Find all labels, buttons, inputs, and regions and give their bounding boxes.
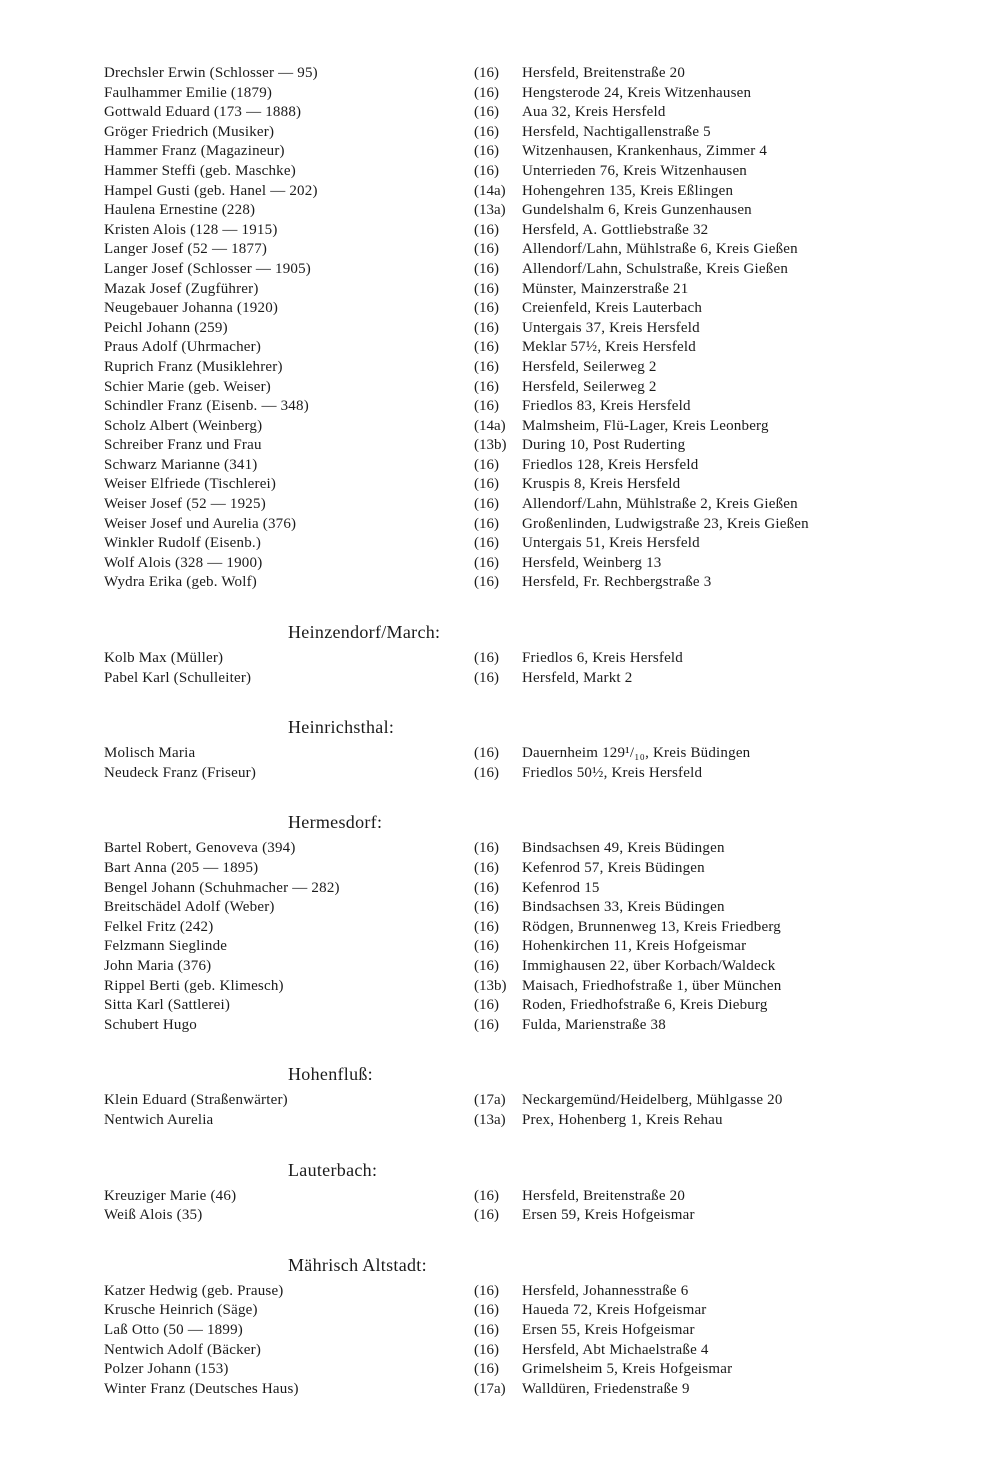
address: Hersfeld, Markt 2 [522, 669, 633, 686]
address: Friedlos 83, Kreis Hersfeld [522, 398, 691, 415]
address: Creienfeld, Kreis Lauterbach [522, 300, 703, 317]
list-item [104, 240, 884, 260]
address: Aua 32, Kreis Hersfeld [522, 104, 666, 121]
address: Hersfeld, Weinberg 13 [522, 554, 662, 571]
postal-zone-code: (13b) [474, 977, 507, 994]
list-item [104, 221, 884, 241]
postal-zone-code: (16) [474, 339, 499, 356]
list-item [104, 839, 884, 859]
person-name: Felzmann Sieglinde [104, 938, 228, 955]
section-heading: Heinzendorf/March: [288, 622, 441, 643]
postal-zone-code: (13a) [474, 1111, 506, 1128]
list-item [104, 649, 884, 669]
person-name: Pabel Karl (Schulleiter) [104, 669, 252, 686]
person-name: Breitschädel Adolf (Weber) [104, 899, 275, 916]
person-name: Neugebauer Johanna (1920) [104, 300, 279, 317]
person-name: Bart Anna (205 — 1895) [104, 860, 259, 876]
postal-zone-code: (16) [474, 918, 499, 935]
person-name: Haulena Ernestine (228) [104, 202, 256, 219]
list-item [104, 554, 884, 574]
person-name: Schubert Hugo [104, 1016, 198, 1033]
postal-zone-code: (16) [474, 669, 499, 686]
postal-zone-code: (16) [474, 574, 499, 591]
section [104, 1252, 884, 1400]
section [104, 714, 884, 783]
section-heading: Hermesdorf: [288, 812, 383, 833]
postal-zone-code: (16) [474, 84, 499, 101]
list-item [104, 879, 884, 899]
postal-zone-code: (16) [474, 104, 499, 121]
list-item [104, 996, 884, 1016]
postal-zone-code: (16) [474, 1341, 499, 1358]
list-item [104, 1282, 884, 1302]
postal-zone-code: (16) [474, 1361, 499, 1378]
postal-zone-code: (16) [474, 143, 499, 160]
address: Hersfeld, Breitenstraße 20 [522, 1187, 686, 1204]
address: Hersfeld, Seilerweg 2 [522, 378, 657, 395]
person-name: Weiser Elfriede (Tischlerei) [104, 476, 277, 493]
section-heading: Hohenfluß: [288, 1064, 373, 1085]
person-name: Felkel Fritz (242) [104, 918, 214, 935]
list-item [104, 898, 884, 918]
postal-zone-code: (16) [474, 221, 499, 238]
list-item [104, 937, 884, 957]
person-name: John Maria (376) [104, 957, 212, 974]
person-name: Ruprich Franz (Musiklehrer) [104, 358, 283, 375]
list-item [104, 64, 884, 84]
list-item [104, 142, 884, 162]
section-heading: Mährisch Altstadt: [288, 1254, 427, 1275]
person-name: Kolb Max (Müller) [104, 650, 224, 667]
list-item [104, 260, 884, 280]
list-item [104, 299, 884, 319]
postal-zone-code: (13b) [474, 437, 507, 454]
postal-zone-code: (13a) [474, 202, 506, 219]
postal-zone-code: (16) [474, 997, 499, 1014]
postal-zone-code: (16) [474, 840, 499, 857]
person-name: Weiß Alois (35) [104, 1207, 203, 1224]
person-name: Winter Franz (Deutsches Haus) [104, 1380, 299, 1397]
person-name: Klein Eduard (Straßenwärter) [104, 1092, 288, 1109]
person-name: Kreuziger Marie (46) [104, 1187, 237, 1204]
person-name: Sitta Karl (Sattlerei) [104, 997, 231, 1014]
address: Friedlos 50½, Kreis Hersfeld [522, 764, 703, 781]
postal-zone-code: (16) [474, 535, 499, 552]
person-name: Bengel Johann (Schuhmacher — 282) [104, 879, 340, 896]
address: Hohenkirchen 11, Kreis Hofgeismar [522, 938, 747, 955]
list-item [104, 103, 884, 123]
person-name: Gottwald Eduard (173 — 1888) [104, 104, 302, 121]
list-item [104, 1111, 884, 1131]
postal-zone-code: (14a) [474, 182, 506, 199]
person-name: Gröger Friedrich (Musiker) [104, 123, 275, 140]
address: Fulda, Marienstraße 38 [522, 1016, 666, 1033]
list-item [104, 764, 884, 784]
address: Allendorf/Lahn, Mühlstraße 6, Kreis Gießen [522, 241, 798, 258]
list-item [104, 436, 884, 456]
list-item [104, 957, 884, 977]
address: Haueda 72, Kreis Hofgeismar [522, 1302, 707, 1319]
address: Hersfeld, Breitenstraße 20 [522, 65, 686, 81]
address: Kruspis 8, Kreis Hersfeld [522, 476, 681, 493]
section [104, 1061, 884, 1130]
address: Großenlinden, Ludwigstraße 23, Kreis Gießen [522, 515, 809, 532]
list-item [104, 280, 884, 300]
address: Kefenrod 15 [522, 879, 600, 896]
list-item [104, 669, 884, 689]
section-heading: Heinrichsthal: [288, 717, 395, 738]
address: Kefenrod 57, Kreis Büdingen [522, 860, 705, 876]
list-item [104, 1380, 884, 1400]
list-item [104, 397, 884, 417]
person-name: Wolf Alois (328 — 1900) [104, 554, 263, 571]
person-name: Scholz Albert (Weinberg) [104, 417, 263, 434]
person-name: Winkler Rudolf (Eisenb.) [104, 535, 262, 552]
list-item [104, 319, 884, 339]
person-name: Hammer Franz (Magazineur) [104, 143, 285, 160]
address: Neckargemünd/Heidelberg, Mühlgasse 20 [522, 1092, 783, 1109]
list-item [104, 1301, 884, 1321]
postal-zone-code: (16) [474, 957, 499, 974]
address: Prex, Hohenberg 1, Kreis Rehau [522, 1111, 723, 1128]
list-item [104, 918, 884, 938]
postal-zone-code: (16) [474, 280, 499, 297]
person-name: Peichl Johann (259) [104, 319, 228, 336]
person-name: Hampel Gusti (geb. Hanel — 202) [104, 182, 318, 199]
address: Immighausen 22, über Korbach/Waldeck [522, 957, 776, 974]
address: Ersen 59, Kreis Hofgeismar [522, 1207, 695, 1224]
address-list [104, 64, 884, 1399]
list-item [104, 162, 884, 182]
postal-zone-code: (16) [474, 456, 499, 473]
list-item [104, 515, 884, 535]
list-item [104, 573, 884, 593]
person-name: Schier Marie (geb. Weiser) [104, 378, 271, 395]
list-item [104, 123, 884, 143]
postal-zone-code: (16) [474, 378, 499, 395]
person-name: Neudeck Franz (Friseur) [104, 764, 257, 781]
postal-zone-code: (16) [474, 899, 499, 916]
address: Witzenhausen, Krankenhaus, Zimmer 4 [522, 143, 768, 160]
person-name: Schwarz Marianne (341) [104, 456, 258, 473]
address: Hersfeld, Nachtigallenstraße 5 [522, 123, 711, 140]
list-item [104, 495, 884, 515]
section [104, 809, 884, 1035]
person-name: Molisch Maria [104, 745, 196, 762]
postal-zone-code: (16) [474, 65, 499, 81]
address: Hersfeld, Abt Michaelstraße 4 [522, 1341, 709, 1358]
address: Allendorf/Lahn, Mühlstraße 2, Kreis Gießen [522, 496, 798, 513]
section [104, 64, 884, 593]
address: Malmsheim, Flü-Lager, Kreis Leonberg [522, 417, 769, 434]
person-name: Faulhammer Emilie (1879) [104, 84, 273, 101]
postal-zone-code: (16) [474, 476, 499, 493]
postal-zone-code: (16) [474, 1016, 499, 1033]
list-item [104, 1187, 884, 1207]
list-item [104, 1206, 884, 1226]
person-name: Kristen Alois (128 — 1915) [104, 221, 278, 238]
person-name: Praus Adolf (Uhrmacher) [104, 339, 262, 356]
person-name: Nentwich Adolf (Bäcker) [104, 1341, 262, 1358]
person-name: Katzer Hedwig (geb. Prause) [104, 1282, 284, 1299]
address: Münster, Mainzerstraße 21 [522, 280, 689, 297]
person-name: Weiser Josef und Aurelia (376) [104, 515, 297, 532]
person-name: Polzer Johann (153) [104, 1361, 229, 1378]
list-item [104, 534, 884, 554]
postal-zone-code: (16) [474, 745, 499, 762]
list-item [104, 859, 884, 879]
postal-zone-code: (16) [474, 1187, 499, 1204]
person-name: Langer Josef (Schlosser — 1905) [104, 260, 311, 277]
postal-zone-code: (16) [474, 860, 499, 876]
address: Hengsterode 24, Kreis Witzenhausen [522, 84, 752, 101]
address: Hersfeld, Johannesstraße 6 [522, 1282, 689, 1299]
address: Friedlos 128, Kreis Hersfeld [522, 456, 699, 473]
list-item [104, 358, 884, 378]
list-item [104, 456, 884, 476]
list-item [104, 201, 884, 221]
list-item [104, 1016, 884, 1036]
address: Untergais 51, Kreis Hersfeld [522, 535, 700, 552]
postal-zone-code: (17a) [474, 1092, 506, 1109]
address: Bindsachsen 33, Kreis Büdingen [522, 899, 725, 916]
list-item [104, 84, 884, 104]
address: Maisach, Friedhofstraße 1, über München [522, 977, 782, 994]
postal-zone-code: (16) [474, 554, 499, 571]
postal-zone-code: (16) [474, 319, 499, 336]
address: Gundelshalm 6, Kreis Gunzenhausen [522, 202, 752, 219]
person-name: Weiser Josef (52 — 1925) [104, 496, 266, 513]
section [104, 1157, 884, 1226]
postal-zone-code: (16) [474, 123, 499, 140]
postal-zone-code: (16) [474, 650, 499, 667]
postal-zone-code: (16) [474, 1282, 499, 1299]
postal-zone-code: (16) [474, 1302, 499, 1319]
address: Unterrieden 76, Kreis Witzenhausen [522, 162, 748, 179]
list-item [104, 1321, 884, 1341]
section-heading: Lauterbach: [288, 1159, 378, 1180]
list-item [104, 182, 884, 202]
person-name: Bartel Robert, Genoveva (394) [104, 840, 296, 857]
address: Hohengehren 135, Kreis Eßlingen [522, 182, 734, 199]
address: Hersfeld, Fr. Rechbergstraße 3 [522, 574, 712, 591]
postal-zone-code: (16) [474, 1207, 499, 1224]
postal-zone-code: (17a) [474, 1380, 506, 1397]
person-name: Rippel Berti (geb. Klimesch) [104, 977, 284, 994]
list-item [104, 977, 884, 997]
address: Dauernheim 129¹/₁₀, Kreis Büdingen [522, 745, 751, 762]
person-name: Langer Josef (52 — 1877) [104, 241, 268, 258]
address: Friedlos 6, Kreis Hersfeld [522, 650, 684, 667]
postal-zone-code: (16) [474, 515, 499, 532]
person-name: Mazak Josef (Zugführer) [104, 280, 259, 297]
address: During 10, Post Ruderting [522, 437, 686, 454]
list-item [104, 1360, 884, 1380]
list-item [104, 744, 884, 764]
address: Grimelsheim 5, Kreis Hofgeismar [522, 1361, 733, 1378]
postal-zone-code: (16) [474, 496, 499, 513]
postal-zone-code: (16) [474, 879, 499, 896]
address: Untergais 37, Kreis Hersfeld [522, 319, 700, 336]
address: Meklar 57½, Kreis Hersfeld [522, 339, 696, 356]
postal-zone-code: (16) [474, 1321, 499, 1338]
address: Roden, Friedhofstraße 6, Kreis Dieburg [522, 997, 768, 1014]
postal-zone-code: (14a) [474, 417, 506, 434]
list-item [104, 475, 884, 495]
person-name: Nentwich Aurelia [104, 1111, 214, 1128]
address: Ersen 55, Kreis Hofgeismar [522, 1321, 695, 1338]
postal-zone-code: (16) [474, 398, 499, 415]
postal-zone-code: (16) [474, 764, 499, 781]
address: Bindsachsen 49, Kreis Büdingen [522, 840, 725, 857]
postal-zone-code: (16) [474, 260, 499, 277]
person-name: Schreiber Franz und Frau [104, 437, 262, 454]
list-item [104, 1341, 884, 1361]
address: Hersfeld, Seilerweg 2 [522, 358, 657, 375]
postal-zone-code: (16) [474, 938, 499, 955]
list-item [104, 338, 884, 358]
postal-zone-code: (16) [474, 162, 499, 179]
person-name: Hammer Steffi (geb. Maschke) [104, 162, 296, 179]
address: Allendorf/Lahn, Schulstraße, Kreis Gießen [522, 260, 789, 277]
person-name: Wydra Erika (geb. Wolf) [104, 574, 257, 591]
person-name: Drechsler Erwin (Schlosser — 95) [104, 65, 318, 81]
person-name: Laß Otto (50 — 1899) [104, 1321, 243, 1338]
address: Walldüren, Friedenstraße 9 [522, 1380, 690, 1397]
postal-zone-code: (16) [474, 241, 499, 258]
section [104, 619, 884, 688]
list-item [104, 1091, 884, 1111]
address: Hersfeld, A. Gottliebstraße 32 [522, 221, 709, 238]
postal-zone-code: (16) [474, 300, 499, 317]
address: Rödgen, Brunnenweg 13, Kreis Friedberg [522, 918, 781, 935]
person-name: Schindler Franz (Eisenb. — 348) [104, 398, 309, 415]
person-name: Krusche Heinrich (Säge) [104, 1302, 258, 1319]
list-item [104, 417, 884, 437]
list-item [104, 378, 884, 398]
postal-zone-code: (16) [474, 358, 499, 375]
